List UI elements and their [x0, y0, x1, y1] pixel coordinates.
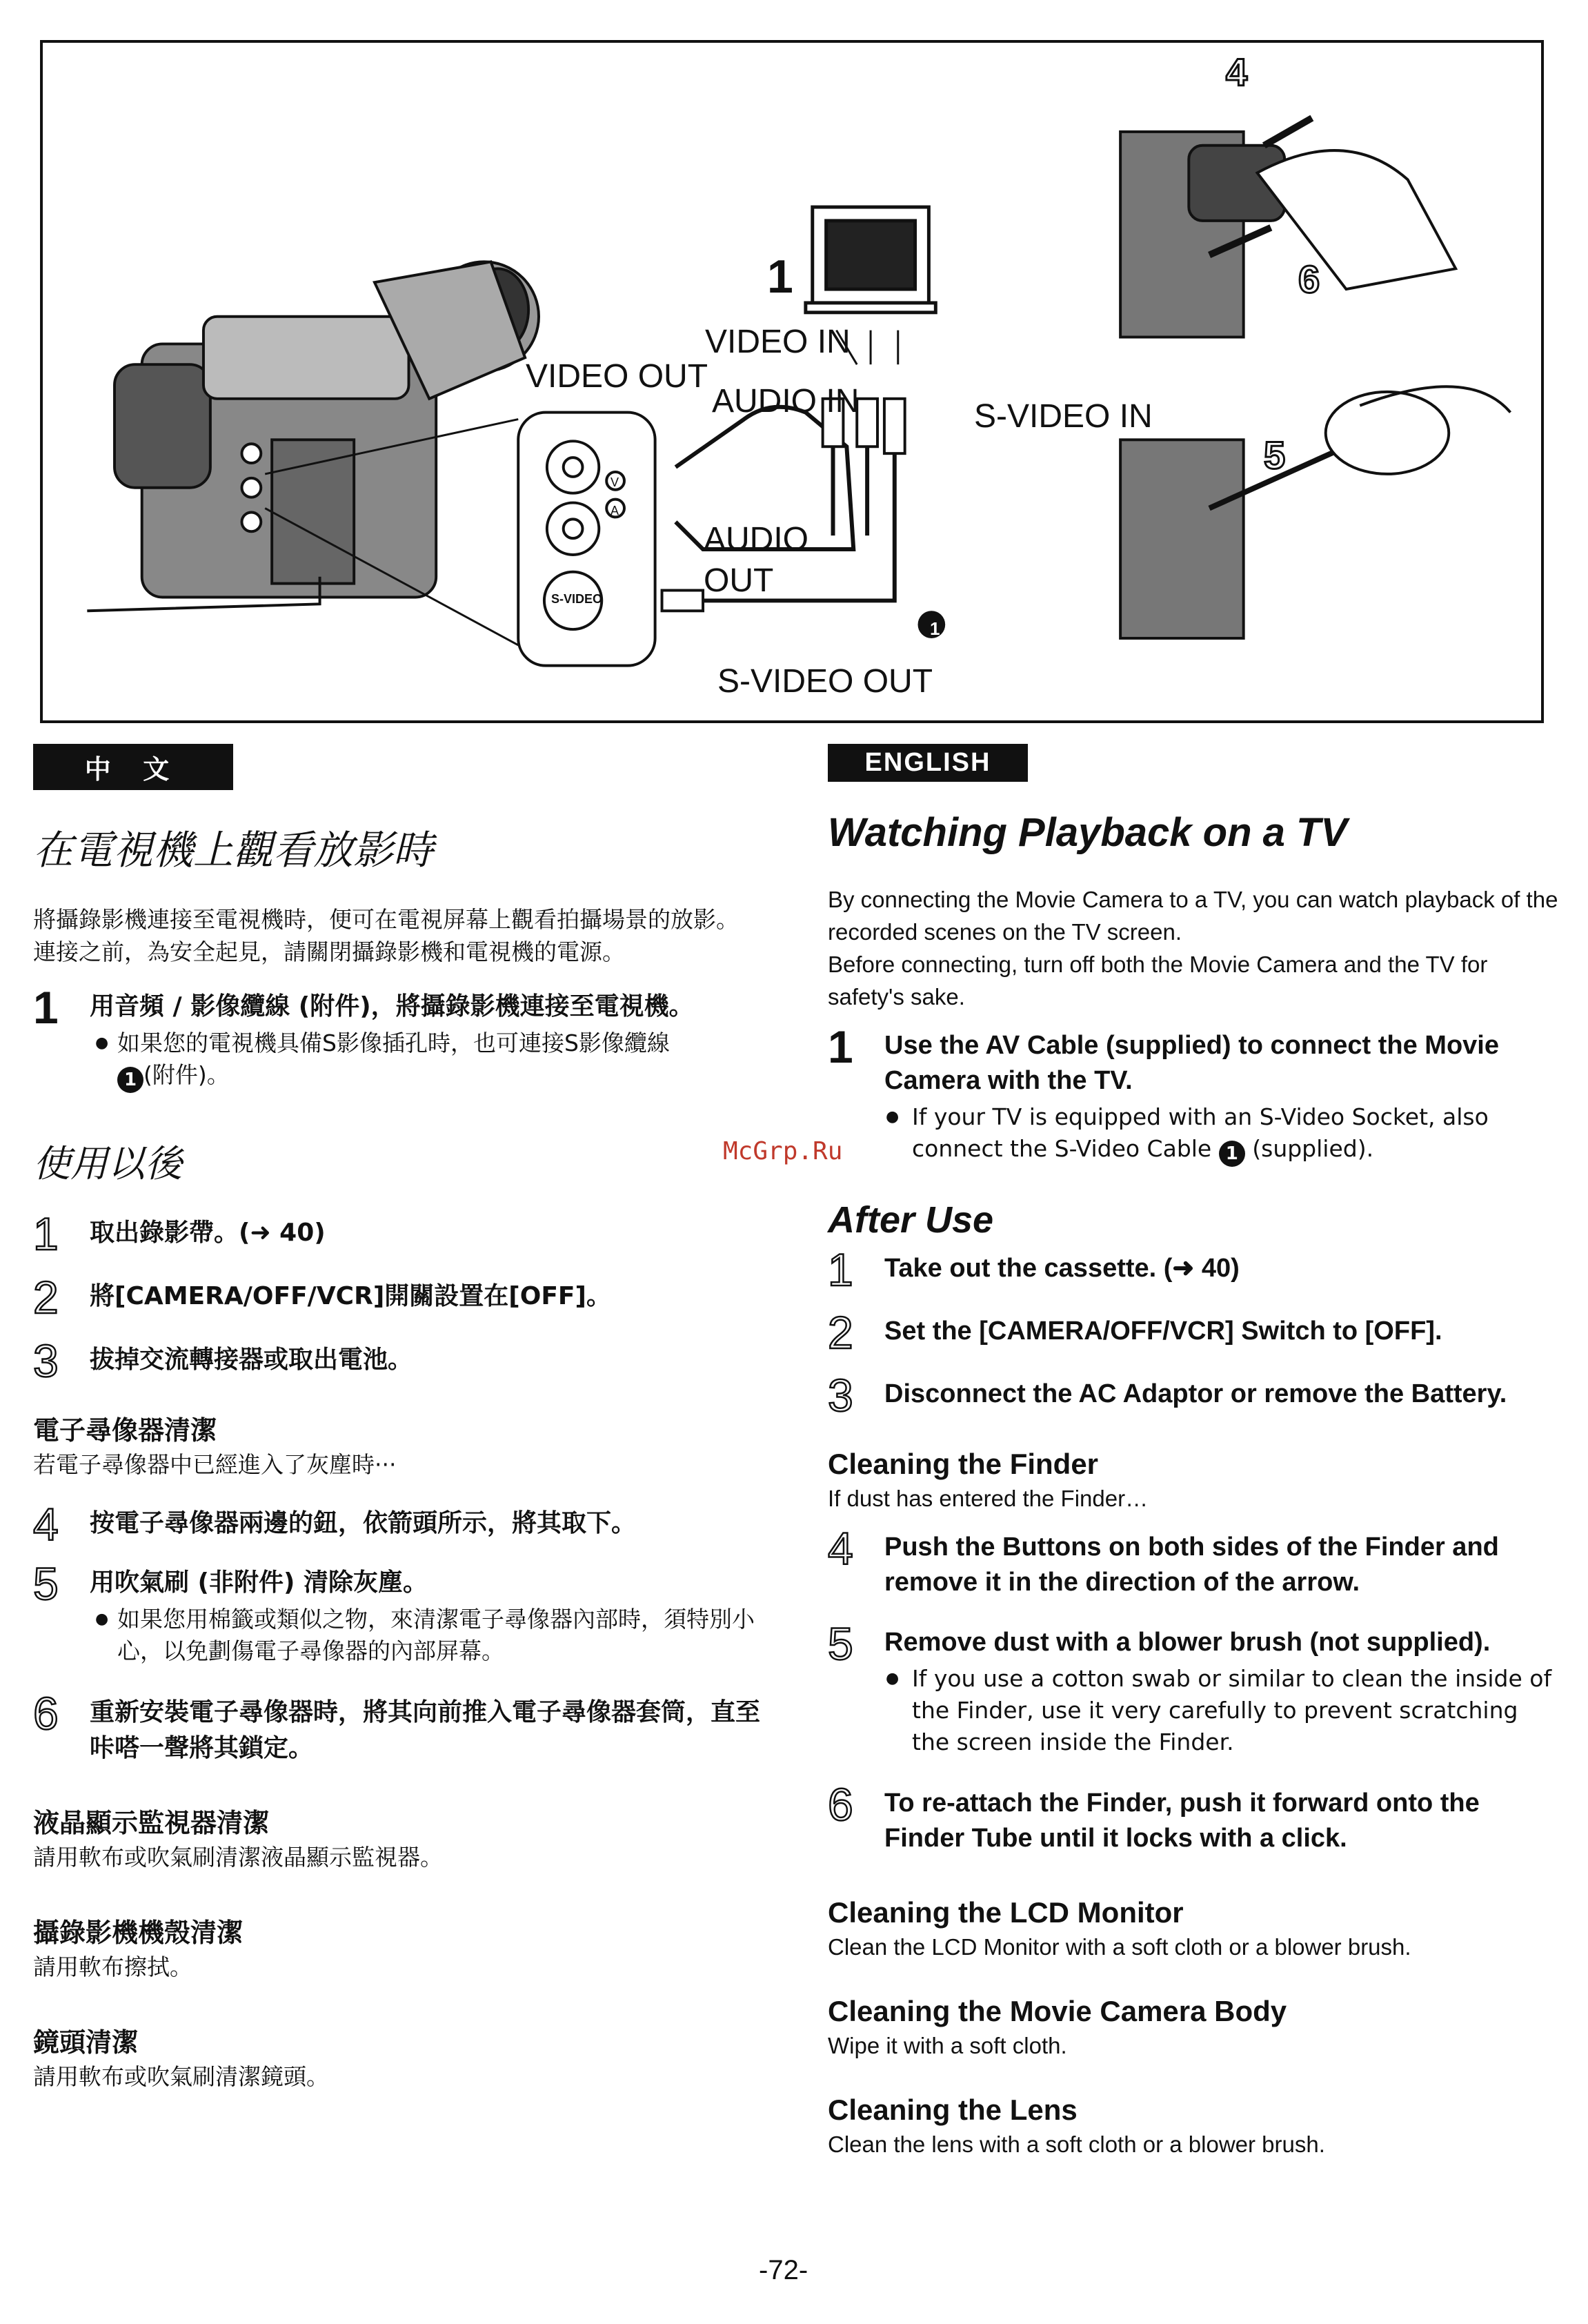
en-step-1-bullet: ● If your TV is equipped with an S-Video Socket, also connect the S-Video Cable 1 (supplied).: [884, 1101, 1559, 1167]
en-intro-2: Before connecting, turn off both the Movie Camera and the TV for safety's sake.: [828, 952, 1488, 1010]
en-step-1-text: Use the AV Cable (supplied) to connect the Movie Camera with the TV.: [884, 1031, 1499, 1095]
en-title: Watching Playback on a TV: [828, 810, 1348, 855]
camcorder-tv-diagram: [43, 43, 1541, 720]
en-finder-heading: Cleaning the Finder: [828, 1448, 1099, 1480]
en-step-1: [828, 1021, 1559, 1167]
zh-finder-heading: 電子尋像器清潔: [33, 1415, 217, 1446]
figure-step-1: 1: [767, 250, 793, 303]
audio-out-label-line2: OUT: [704, 562, 774, 599]
en-lcd-text: Clean the LCD Monitor with a soft cloth or a blower brush.: [828, 1934, 1411, 1960]
finder-removal-drawing: [1120, 118, 1456, 337]
en-after-step-1: 1 Take out the cassette. (➜ 40): [828, 1244, 1240, 1295]
svideo-cable-ref-icon: 1: [1219, 1141, 1245, 1167]
zh-after-use-heading: 使用以後: [33, 1142, 182, 1185]
zh-after-step-4: 4 按電子尋像器兩邊的鈕，依箭頭所示，將其取下。: [33, 1499, 637, 1550]
zh-after-step-2: 2 將[CAMERA/OFF/VCR]開關設置在[OFF]。: [33, 1272, 611, 1323]
blower-brush-drawing: [1120, 386, 1510, 638]
zh-after-step-5: 5 用吹氣刷 (非附件) 清除灰塵。 ● 如果您用棉籤或類似之物，來清潔電子尋像器內部時，須特別小心，以免劃傷電子尋像器的內部屏幕。: [33, 1565, 778, 1667]
en-after-use-heading: After Use: [828, 1199, 994, 1241]
en-after-step-2: 2 Set the [CAMERA/OFF/VCR] Switch to [OFF].: [828, 1307, 1442, 1358]
camcorder-drawing: [87, 262, 539, 611]
zh-lens-heading: 鏡頭清潔: [33, 2027, 139, 2058]
en-step-1-number: 1: [828, 1021, 853, 1072]
svideo-cable-callout: 1: [930, 618, 940, 639]
zh-step-1-text: 用音頻 / 影像纜線 (附件)，將攝錄影機連接至電視機。: [90, 992, 694, 1021]
audio-in-label: AUDIO IN: [712, 383, 860, 420]
en-after-step-5: 5 Remove dust with a blower brush (not supplied). ● If you use a cotton swab or similar to clean the inside of the Finder, use it very carefully to prevent scratching the screen inside the Finder.: [828, 1625, 1559, 1758]
en-after-step-4: 4 Push the Buttons on both sides of the Finder and remove it in the direction of the arrow.: [828, 1523, 1499, 1597]
zh-after-step-1: 1 取出錄影帶。(➜ 40): [33, 1208, 326, 1259]
svideo-out-label: S-VIDEO OUT: [717, 663, 933, 700]
zh-body-text: 請用軟布擦拭。: [33, 1953, 192, 1980]
zh-lcd-text: 請用軟布或吹氣刷清潔液晶顯示監視器。: [33, 1844, 443, 1871]
page-number: -72-: [759, 2255, 808, 2285]
en-finder-text: If dust has entered the Finder…: [828, 1486, 1149, 1511]
zh-intro-1: 將攝錄影機連接至電視機時，便可在電視屏幕上觀看拍攝場景的放影。: [33, 906, 739, 933]
zh-body-heading: 攝錄影機機殼清潔: [33, 1918, 244, 1948]
zh-step-1-number: 1: [33, 982, 59, 1033]
zh-title: 在電視機上觀看放影時: [33, 827, 434, 874]
av-socket-panel: [518, 413, 655, 666]
zh-finder-text: 若電子尋像器中已經進入了灰塵時···: [33, 1451, 397, 1478]
watermark: McGrp.Ru: [723, 1137, 843, 1165]
en-lens-text: Clean the lens with a soft cloth or a blower brush.: [828, 2131, 1325, 2157]
v-socket-marking: V: [611, 475, 619, 489]
english-column: [828, 744, 1559, 2160]
figure-step-6: 6: [1298, 257, 1320, 301]
svideo-cable-ref-icon: 1: [117, 1067, 143, 1093]
zh-intro-2: 連接之前，為安全起見，請關閉攝錄影機和電視機的電源。: [33, 938, 625, 965]
audio-out-label-line1: AUDIO: [704, 521, 809, 558]
lang-tab-english: ENGLISH: [828, 744, 1028, 782]
connection-illustration: [40, 40, 1544, 723]
zh-step-1-bullet: ● 如果您的電視機具備S影像插孔時，也可連接S影像纜線 1 (附件)。: [90, 1027, 778, 1093]
tv-drawing: [806, 207, 935, 313]
svideo-in-label: S-VIDEO IN: [974, 398, 1153, 435]
figure-step-5: 5: [1264, 433, 1286, 477]
en-body-text: Wipe it with a soft cloth.: [828, 2033, 1067, 2058]
en-lcd-heading: Cleaning the LCD Monitor: [828, 1896, 1184, 1929]
figure-step-4: 4: [1226, 50, 1248, 94]
en-body-heading: Cleaning the Movie Camera Body: [828, 1995, 1287, 2027]
video-out-label: VIDEO OUT: [526, 358, 708, 395]
video-in-label: VIDEO IN: [705, 324, 851, 360]
zh-after-step-3: 3 拔掉交流轉接器或取出電池。: [33, 1335, 413, 1386]
en-intro-1: By connecting the Movie Camera to a TV, you can watch playback of the recorded scenes on the TV screen.: [828, 887, 1558, 945]
en-after-step-6: 6 To re-attach the Finder, push it forward onto the Finder Tube until it locks with a click.: [828, 1779, 1480, 1853]
zh-step-1: [33, 982, 778, 1093]
chinese-column: [33, 744, 778, 2093]
svideo-socket-marking: S-VIDEO: [551, 592, 603, 606]
en-after-step-3: 3 Disconnect the AC Adaptor or remove the Battery.: [828, 1370, 1507, 1421]
zh-after-step-6: 6 重新安裝電子尋像器時，將其向前推入電子尋像器套筒，直至咔嗒一聲將其鎖定。: [33, 1688, 761, 1762]
lang-tab-chinese: 中 文: [33, 744, 233, 790]
zh-lens-text: 請用軟布或吹氣刷清潔鏡頭。: [33, 2063, 329, 2090]
a-socket-marking: A: [611, 504, 619, 518]
zh-lcd-heading: 液晶顯示監視器清潔: [33, 1808, 270, 1838]
en-lens-heading: Cleaning the Lens: [828, 2094, 1078, 2126]
